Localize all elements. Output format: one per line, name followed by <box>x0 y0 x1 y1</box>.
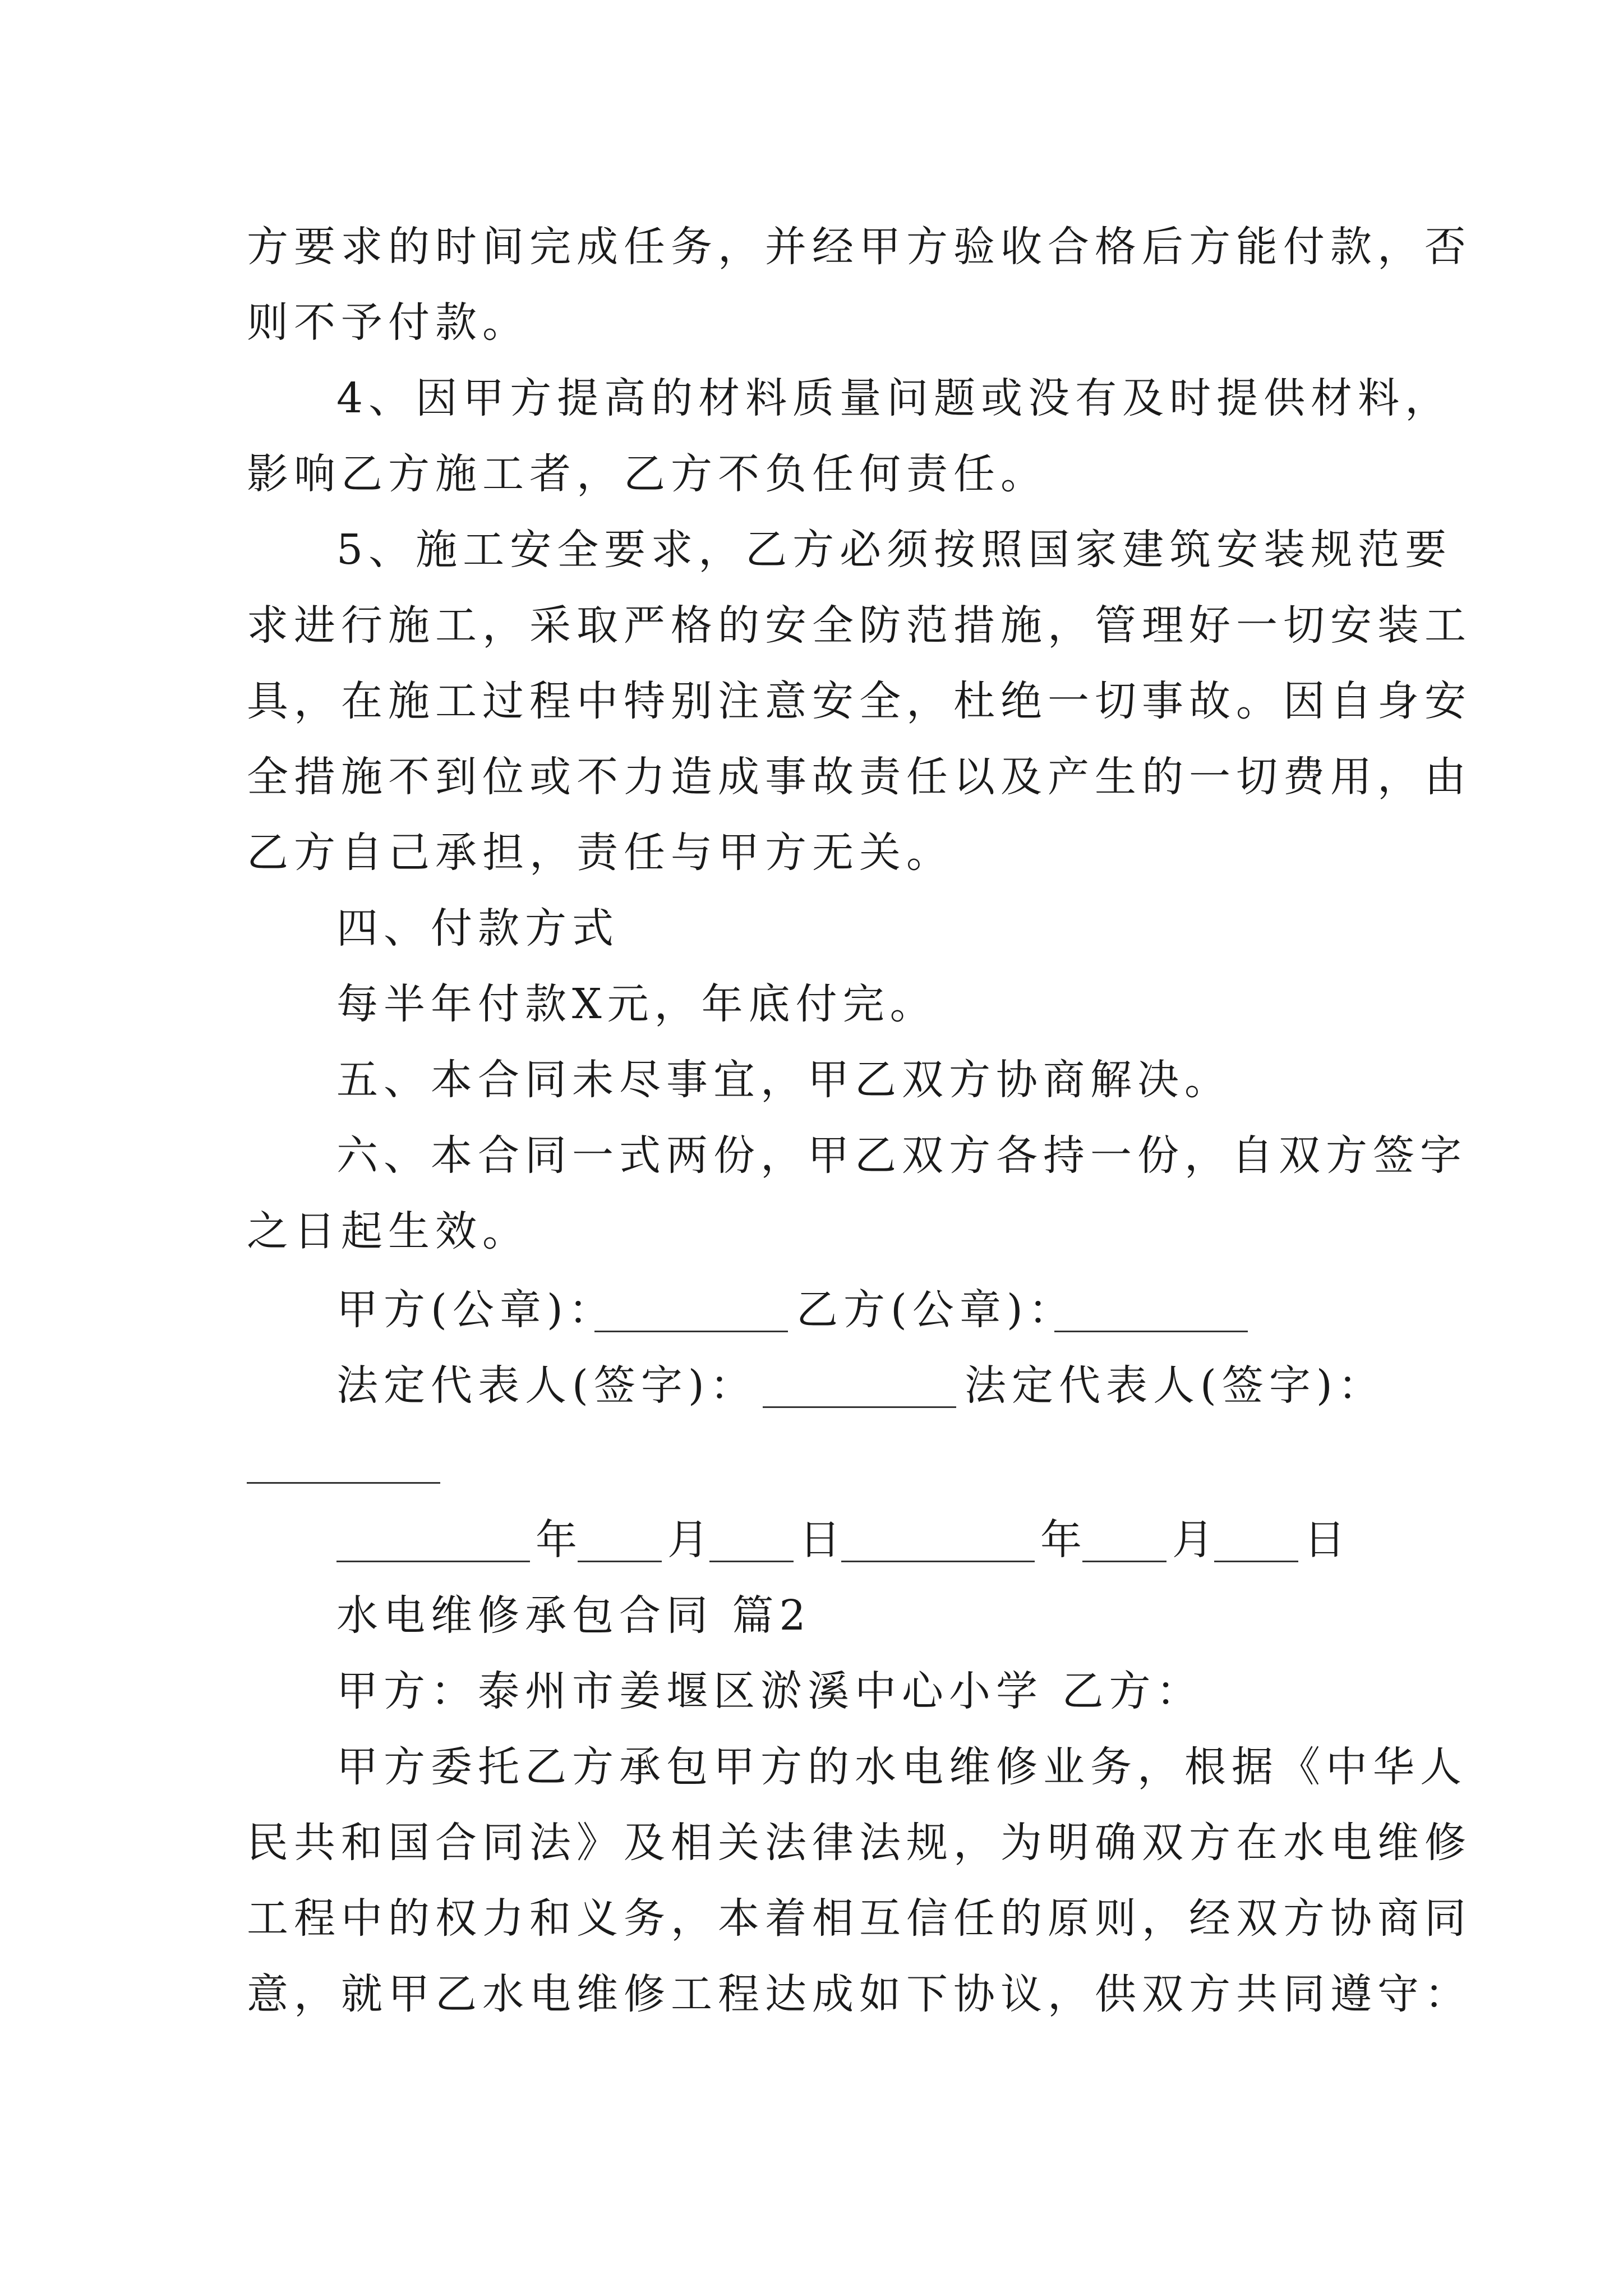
section2-body-line: 甲方委托乙方承包甲方的水电维修业务，根据《中华人 <box>336 1743 1467 1791</box>
section2-body-line: 工程中的权力和义务，本着相互信任的原则，经双方协商同 <box>247 1894 1472 1943</box>
date-a-day-blank <box>709 1561 794 1562</box>
date-a-year-blank <box>336 1561 530 1562</box>
body-line: 方要求的时间完成任务，并经甲方验收合格后方能付款，否 <box>247 223 1472 271</box>
date-b-year-blank <box>841 1561 1035 1562</box>
body-line: 乙方自己承担，责任与甲方无关。 <box>247 829 953 877</box>
date-b-day-blank <box>1214 1561 1298 1562</box>
section2-parties: 甲方：泰州市姜堰区淤溪中心小学 乙方： <box>336 1667 1204 1715</box>
party-b-seal-blank <box>1054 1331 1248 1332</box>
date-b-day-label: 日 <box>1304 1516 1351 1564</box>
date-a-day-label: 日 <box>799 1516 846 1564</box>
section2-body-line: 意，就甲乙水电维修工程达成如下协议，供双方共同遵守： <box>247 1970 1472 2018</box>
body-line: 影响乙方施工者，乙方不负任何责任。 <box>247 450 1048 498</box>
body-line: 全措施不到位或不力造成事故责任以及产生的一切费用，由 <box>247 753 1472 801</box>
date-a-year-label: 年 <box>536 1516 583 1564</box>
legal-rep-a-blank <box>763 1406 956 1408</box>
section2-body-line: 民共和国合同法》及相关法律法规，为明确双方在水电维修 <box>247 1819 1472 1867</box>
date-a-month-blank <box>578 1561 662 1562</box>
section-heading-payment: 四、付款方式 <box>336 904 619 953</box>
section-six: 六、本合同一式两份，甲乙双方各持一份，自双方签字 <box>336 1131 1467 1180</box>
clause-4: 4、因甲方提高的材料质量问题或没有及时提供材料， <box>336 374 1453 422</box>
legal-rep-b-label: 法定代表人(签字)： <box>965 1361 1385 1410</box>
body-line: 之日起生效。 <box>247 1207 529 1255</box>
date-b-year-label: 年 <box>1040 1516 1087 1564</box>
date-b-month-label: 月 <box>1172 1516 1219 1564</box>
party-a-seal-blank <box>594 1331 788 1332</box>
legal-rep-a-label: 法定代表人(签字)： <box>336 1361 757 1410</box>
body-line: 则不予付款。 <box>247 298 529 347</box>
clause-5: 5、施工安全要求，乙方必须按照国家建筑安装规范要 <box>336 526 1453 574</box>
section-five: 五、本合同未尽事宜，甲乙双方协商解决。 <box>336 1056 1232 1104</box>
section2-title: 水电维修承包合同 篇2 <box>336 1591 811 1640</box>
party-a-seal-label: 甲方(公章)： <box>336 1286 616 1334</box>
body-line: 求进行施工，采取严格的安全防范措施，管理好一切安装工 <box>247 601 1472 650</box>
date-a-month-label: 月 <box>667 1516 714 1564</box>
body-line: 具，在施工过程中特别注意安全，杜绝一切事故。因自身安 <box>247 677 1472 725</box>
party-b-seal-label: 乙方(公章)： <box>796 1286 1076 1334</box>
legal-rep-b-blank <box>247 1482 440 1484</box>
date-b-month-blank <box>1082 1561 1166 1562</box>
payment-terms: 每半年付款X元，年底付完。 <box>336 980 937 1028</box>
